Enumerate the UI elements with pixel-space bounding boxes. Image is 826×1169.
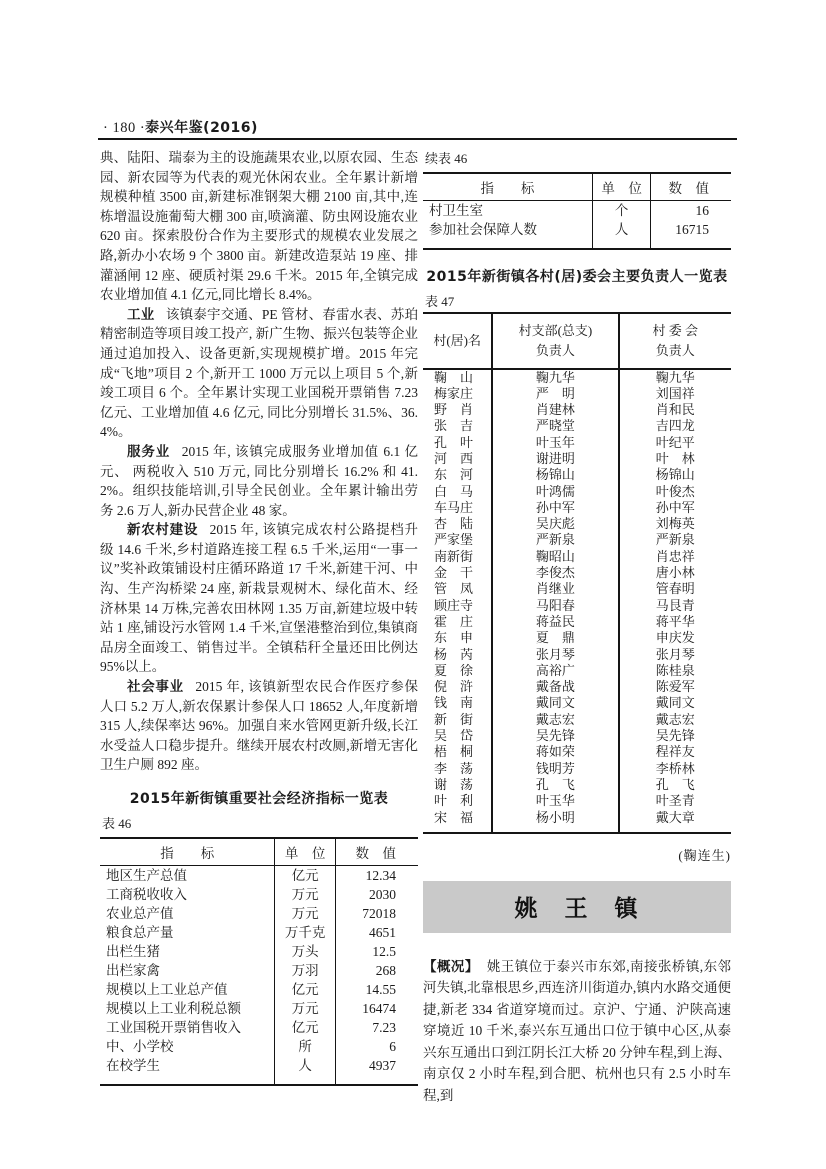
section-banner-yaowang: 姚 王 镇 <box>423 881 731 933</box>
committee-leader-cell: 叶纪平 <box>655 434 695 450</box>
table46-cont-label: 续表 46 <box>425 151 468 166</box>
table46-cont-header-indicator: 指 标 <box>423 173 592 200</box>
paragraph-text: 2015 年, 该镇新型农民合作医疗参保人口 5.2 万人,新农保累计参保人口 18652 人,年度新增 315 人,续保率达 96%。加强自来水管网更新升级,长江水受益人口稳步提升。继续开展农村改厕,新增无害化卫生户厕 892 座。 <box>100 679 419 773</box>
unit-cell: 万元 <box>275 885 335 904</box>
village-cell: 白 马 <box>434 483 474 499</box>
village-cell: 金 干 <box>434 565 474 581</box>
table47-title: 2015年新街镇各村(居)委会主要负责人一览表 <box>426 268 728 285</box>
branch-leader-cell: 吴庆彪 <box>492 516 618 532</box>
paragraph <box>100 442 418 520</box>
table-row <box>100 885 418 904</box>
paragraph-lead: 工业 <box>127 306 155 322</box>
village-cell: 李 荡 <box>434 760 474 776</box>
committee-leader-cell: 严新泉 <box>655 532 695 548</box>
table-row <box>423 630 731 646</box>
village-cell: 谢 荡 <box>434 776 474 792</box>
branch-leader-cell: 严晓堂 <box>492 418 618 434</box>
village-cell: 梧 桐 <box>434 744 474 760</box>
unit-cell: 万元 <box>275 999 335 1018</box>
indicator-cell: 工业国税开票销售收入 <box>106 1019 241 1035</box>
table47-body <box>423 369 731 833</box>
unit-cell: 亿元 <box>275 865 335 885</box>
value-cell: 16474 <box>362 1000 396 1016</box>
table-row <box>423 761 731 777</box>
branch-leader-cell: 严 明 <box>492 386 618 402</box>
value-cell: 12.5 <box>372 943 396 959</box>
table-row <box>100 1018 418 1037</box>
unit-cell: 个 <box>592 200 651 220</box>
indicator-cell: 地区生产总值 <box>106 867 187 883</box>
committee-leader-cell: 唐小林 <box>655 565 695 581</box>
branch-leader-cell: 叶鸿儒 <box>492 484 618 500</box>
table46-body <box>100 865 418 1085</box>
unit-cell: 所 <box>275 1037 335 1056</box>
page-number: · 180 · <box>103 120 146 136</box>
unit-cell: 亿元 <box>275 1018 335 1037</box>
village-cell: 管 凤 <box>434 581 474 597</box>
table-row <box>423 679 731 695</box>
table46-cont-body <box>423 200 731 249</box>
value-cell: 4937 <box>369 1057 396 1073</box>
committee-leader-cell: 肖和民 <box>655 402 695 418</box>
table-row <box>423 549 731 565</box>
branch-leader-cell: 严新泉 <box>492 532 618 548</box>
village-cell: 吴 岱 <box>434 728 474 744</box>
table46-title: 2015年新街镇重要社会经济指标一览表 <box>129 791 389 807</box>
table46-cont-header-value: 数 值 <box>651 173 731 200</box>
table-row <box>100 980 418 999</box>
branch-header-line2: 负责人 <box>535 342 575 358</box>
table-row <box>100 1037 418 1056</box>
indicator-cell: 在校学生 <box>106 1057 160 1073</box>
branch-leader-cell: 夏 鼎 <box>492 630 618 646</box>
village-cell: 鞠 山 <box>434 369 474 385</box>
right-column <box>423 148 731 1106</box>
branch-leader-cell: 李俊杰 <box>492 565 618 581</box>
table-row <box>100 961 418 980</box>
unit-cell: 人 <box>275 1056 335 1085</box>
table-row <box>423 777 731 793</box>
table-row <box>423 695 731 711</box>
branch-leader-cell: 张月琴 <box>492 647 618 663</box>
committee-leader-cell: 戴同文 <box>655 695 695 711</box>
value-cell: 72018 <box>362 905 396 921</box>
paragraph-text: 2015 年, 该镇完成服务业增加值 6.1 亿元、 两税收入 510 万元, 同比分别增长 16.2% 和 41.2%。组织技能培训,引导全民创业。全年累计输出劳务 2.6 万人,新办民营企业 48 家。 <box>100 443 419 518</box>
value-cell: 7.23 <box>372 1019 396 1035</box>
table-row <box>423 532 731 548</box>
village-cell: 东 申 <box>434 630 474 646</box>
committee-leader-cell: 刘梅英 <box>655 516 695 532</box>
table-row <box>423 712 731 728</box>
paragraph-lead: 新农村建设 <box>127 522 199 538</box>
value-cell: 4651 <box>369 924 396 940</box>
left-column <box>100 148 418 1086</box>
indicator-cell: 农业总产值 <box>106 905 174 921</box>
paragraph-lead: 服务业 <box>127 443 171 459</box>
village-cell: 东 河 <box>434 467 474 483</box>
indicator-cell: 规模以上工业利税总额 <box>106 1000 241 1016</box>
table-row <box>100 1056 418 1085</box>
table-row <box>423 418 731 434</box>
village-cell: 霍 庄 <box>434 613 474 629</box>
table47-header-row <box>423 313 731 369</box>
table46 <box>100 837 418 1086</box>
committee-leader-cell: 吉四龙 <box>655 418 695 434</box>
book-title: 泰兴年鉴(2016) <box>145 120 258 136</box>
indicator-cell: 规模以上工业总产值 <box>106 981 228 997</box>
table47-header-committee <box>619 313 731 369</box>
paragraph <box>100 305 418 442</box>
table-row <box>100 999 418 1018</box>
value-cell: 268 <box>375 962 396 978</box>
village-cell: 河 西 <box>434 450 474 466</box>
committee-leader-cell: 张月琴 <box>655 646 695 662</box>
committee-header-line2: 负责人 <box>655 342 695 358</box>
table46-header-value: 数 值 <box>335 838 418 865</box>
table46-header-indicator: 指 标 <box>100 838 275 865</box>
branch-leader-cell: 马阳春 <box>492 598 618 614</box>
indicator-cell: 出栏生猪 <box>106 943 160 959</box>
committee-leader-cell: 陈桂泉 <box>655 662 695 678</box>
village-cell: 倪 浒 <box>434 679 474 695</box>
village-cell: 孔 叶 <box>434 434 474 450</box>
indicator-cell: 村卫生室 <box>429 202 483 218</box>
unit-cell: 万头 <box>275 942 335 961</box>
indicator-cell: 工商税收收入 <box>106 886 187 902</box>
table-row <box>423 402 731 418</box>
indicator-cell: 中、小学校 <box>106 1038 174 1054</box>
committee-leader-cell: 叶圣青 <box>655 793 695 809</box>
village-cell: 野 肖 <box>434 402 474 418</box>
header-rule <box>98 138 737 140</box>
table-row <box>423 744 731 760</box>
unit-cell: 人 <box>592 220 651 249</box>
table46-header-row <box>100 838 418 865</box>
table46-header-unit: 单 位 <box>275 838 335 865</box>
table-row <box>423 581 731 597</box>
committee-leader-cell: 戴志宏 <box>655 711 695 727</box>
village-cell: 杨 芮 <box>434 646 474 662</box>
branch-leader-cell: 鞠昭山 <box>492 549 618 565</box>
village-cell: 顾庄寺 <box>434 597 474 613</box>
branch-leader-cell: 孔 飞 <box>492 777 618 793</box>
table-row <box>100 865 418 885</box>
village-cell: 叶 利 <box>434 793 474 809</box>
table-row <box>423 663 731 679</box>
branch-leader-cell: 高裕广 <box>492 663 618 679</box>
committee-leader-cell: 申庆发 <box>655 630 695 646</box>
unit-cell: 万千克 <box>275 923 335 942</box>
table-row <box>423 220 731 249</box>
value-cell: 12.34 <box>365 867 396 883</box>
page-header <box>103 117 737 137</box>
table-row <box>423 484 731 500</box>
left-column-text <box>100 148 418 775</box>
value-cell: 16715 <box>675 221 709 237</box>
branch-leader-cell: 钱明芳 <box>492 761 618 777</box>
committee-leader-cell: 孔 飞 <box>655 776 695 792</box>
table-row <box>423 451 731 467</box>
table-row <box>423 435 731 451</box>
paragraph-text: 该镇泰宇交通、PE 管材、春雷水表、苏珀精密制造等项目竣工投产, 新广生物、振兴包装等企业通过追加投入、设备更新,实现规模扩增。2015 年完成“飞地”项目 2 个,新开工 1000 万元以上项目 5 个,新竣工项目 6 个。全年累计实现工业国税开票销售 7.23 亿元、工业增加值 4.6 亿元, 同比分别增长 31.5%、36.4%。 <box>100 306 419 440</box>
committee-leader-cell: 管春明 <box>655 581 695 597</box>
branch-leader-cell: 杨锦山 <box>492 467 618 483</box>
village-cell: 严家堡 <box>434 532 474 548</box>
table-row <box>100 942 418 961</box>
village-cell: 宋 福 <box>434 809 474 825</box>
branch-leader-cell: 蒋如荣 <box>492 744 618 760</box>
branch-leader-cell: 蒋益民 <box>492 614 618 630</box>
paragraph <box>100 520 418 677</box>
branch-leader-cell: 孙中军 <box>492 500 618 516</box>
branch-leader-cell: 肖继业 <box>492 581 618 597</box>
unit-cell: 万元 <box>275 904 335 923</box>
overview-lead: 【概况】 <box>423 958 479 974</box>
table47-header-village: 村(居)名 <box>423 313 492 369</box>
table-row <box>423 647 731 663</box>
village-cell: 张 吉 <box>434 418 474 434</box>
table47-label: 表 47 <box>425 293 455 309</box>
overview-section <box>423 956 731 1107</box>
village-cell: 杏 陆 <box>434 516 474 532</box>
committee-leader-cell: 叶俊杰 <box>655 483 695 499</box>
branch-leader-cell: 戴备战 <box>492 679 618 695</box>
overview-paragraph <box>423 956 731 1107</box>
paragraph-lead: 社会事业 <box>127 679 184 695</box>
branch-leader-cell: 鞠九华 <box>492 369 618 386</box>
table-row <box>423 200 731 220</box>
committee-header-line1: 村 委 会 <box>652 322 699 338</box>
committee-leader-cell: 蒋平华 <box>655 613 695 629</box>
village-cell: 梅家庄 <box>434 385 474 401</box>
branch-leader-cell: 肖建林 <box>492 402 618 418</box>
branch-leader-cell: 叶玉华 <box>492 793 618 809</box>
value-cell: 2030 <box>369 886 396 902</box>
paragraph <box>100 148 418 305</box>
table-row <box>100 904 418 923</box>
committee-leader-cell: 刘国祥 <box>655 385 695 401</box>
table-row <box>423 500 731 516</box>
village-cell: 新 街 <box>434 711 474 727</box>
table-row <box>423 467 731 483</box>
committee-leader-cell: 马艮青 <box>655 597 695 613</box>
table-row <box>423 793 731 809</box>
value-cell: 14.55 <box>365 981 396 997</box>
branch-leader-cell: 谢进明 <box>492 451 618 467</box>
committee-leader-cell: 叶 林 <box>655 450 695 466</box>
village-cell: 钱 南 <box>434 695 474 711</box>
committee-leader-cell: 吴先锋 <box>655 728 695 744</box>
committee-leader-cell: 李桥林 <box>655 760 695 776</box>
committee-leader-cell: 杨锦山 <box>655 467 695 483</box>
table-row <box>423 386 731 402</box>
branch-leader-cell: 戴志宏 <box>492 712 618 728</box>
table47 <box>423 312 731 834</box>
unit-cell: 万羽 <box>275 961 335 980</box>
branch-leader-cell: 杨小明 <box>492 810 618 833</box>
paragraph-text: 典、陆阳、瑞泰为主的设施蔬果农业,以原农园、生态园、新农园等为代表的观光休闲农业。全年累计新增规模种植 3500 亩,新建标准钢架大棚 2100 亩,其中,连栋增温设施葡萄大棚 300 亩,喷滴灌、防虫网设施农业 620 亩。探索股份合作为主要形式的规模农业发展之路,新办小农场 9 个 3800 亩。新建改造泵站 19 座、排灌涵闸 12 座、硬质衬渠 29.6 千米。2015 年,全镇完成农业增加值 4.1 亿元,同比增长 8.4%。 <box>100 150 418 303</box>
indicator-cell: 粮食总产量 <box>106 924 174 940</box>
branch-leader-cell: 吴先锋 <box>492 728 618 744</box>
table-row <box>423 598 731 614</box>
table-row <box>423 614 731 630</box>
branch-leader-cell: 叶玉年 <box>492 435 618 451</box>
author-attribution: (鞠连生) <box>678 847 731 863</box>
paragraph-text: 2015 年, 该镇完成农村公路提档升级 14.6 千米,乡村道路连接工程 6.5 千米,运用“一事一议”奖补政策铺设村庄循环路道 17 千米,新建干河、中沟、生产沟桥梁 24 座, 新栽景观树木、绿化苗木、经济林果 14 万株,完善农田林网 1.35 万亩,新建垃圾中转站 1 座,铺设污水管网 1.4 千米,宣堡港整治到位,集镇商品房全面竣工、销售过半。全镇秸秆全量还田比例达 95%以上。 <box>100 522 419 675</box>
table46-label: 表 46 <box>102 816 132 831</box>
value-cell: 6 <box>389 1038 396 1054</box>
committee-leader-cell: 孙中军 <box>655 499 695 515</box>
committee-leader-cell: 戴大章 <box>655 809 695 825</box>
committee-leader-cell: 陈爱军 <box>655 679 695 695</box>
committee-leader-cell: 肖忠祥 <box>655 548 695 564</box>
table-row <box>423 516 731 532</box>
table46-cont-header-row <box>423 173 731 200</box>
value-cell: 16 <box>695 202 709 218</box>
committee-leader-cell: 鞠九华 <box>655 369 695 385</box>
indicator-cell: 参加社会保障人数 <box>429 221 537 237</box>
branch-leader-cell: 戴同文 <box>492 695 618 711</box>
overview-text: 姚王镇位于泰兴市东郊,南接张桥镇,东邻河失镇,北靠根思乡,西连济川街道办,镇内水路交通便捷,新老 334 省道穿境而过。京沪、宁通、沪陕高速穿境近 10 千米,泰兴东互通出口位于镇中心区,从泰兴东互通出口到江阴长江大桥 20 分钟车程,到上海、南京仅 2 小时车程,到合肥、杭州也只有 2.5 小时车程,到 <box>423 958 732 1103</box>
table-row <box>423 810 731 833</box>
table-row <box>423 565 731 581</box>
indicator-cell: 出栏家禽 <box>106 962 160 978</box>
table46-continuation <box>423 172 731 250</box>
table-row <box>100 923 418 942</box>
unit-cell: 亿元 <box>275 980 335 999</box>
committee-leader-cell: 程祥友 <box>655 744 695 760</box>
branch-header-line1: 村支部(总支) <box>518 322 593 338</box>
village-cell: 车马庄 <box>434 499 474 515</box>
table46-cont-header-unit: 单 位 <box>592 173 651 200</box>
village-cell: 南新街 <box>434 548 474 564</box>
table-row <box>423 369 731 386</box>
table47-header-branch <box>492 313 618 369</box>
table-row <box>423 728 731 744</box>
paragraph <box>100 677 418 775</box>
village-cell: 夏 徐 <box>434 662 474 678</box>
